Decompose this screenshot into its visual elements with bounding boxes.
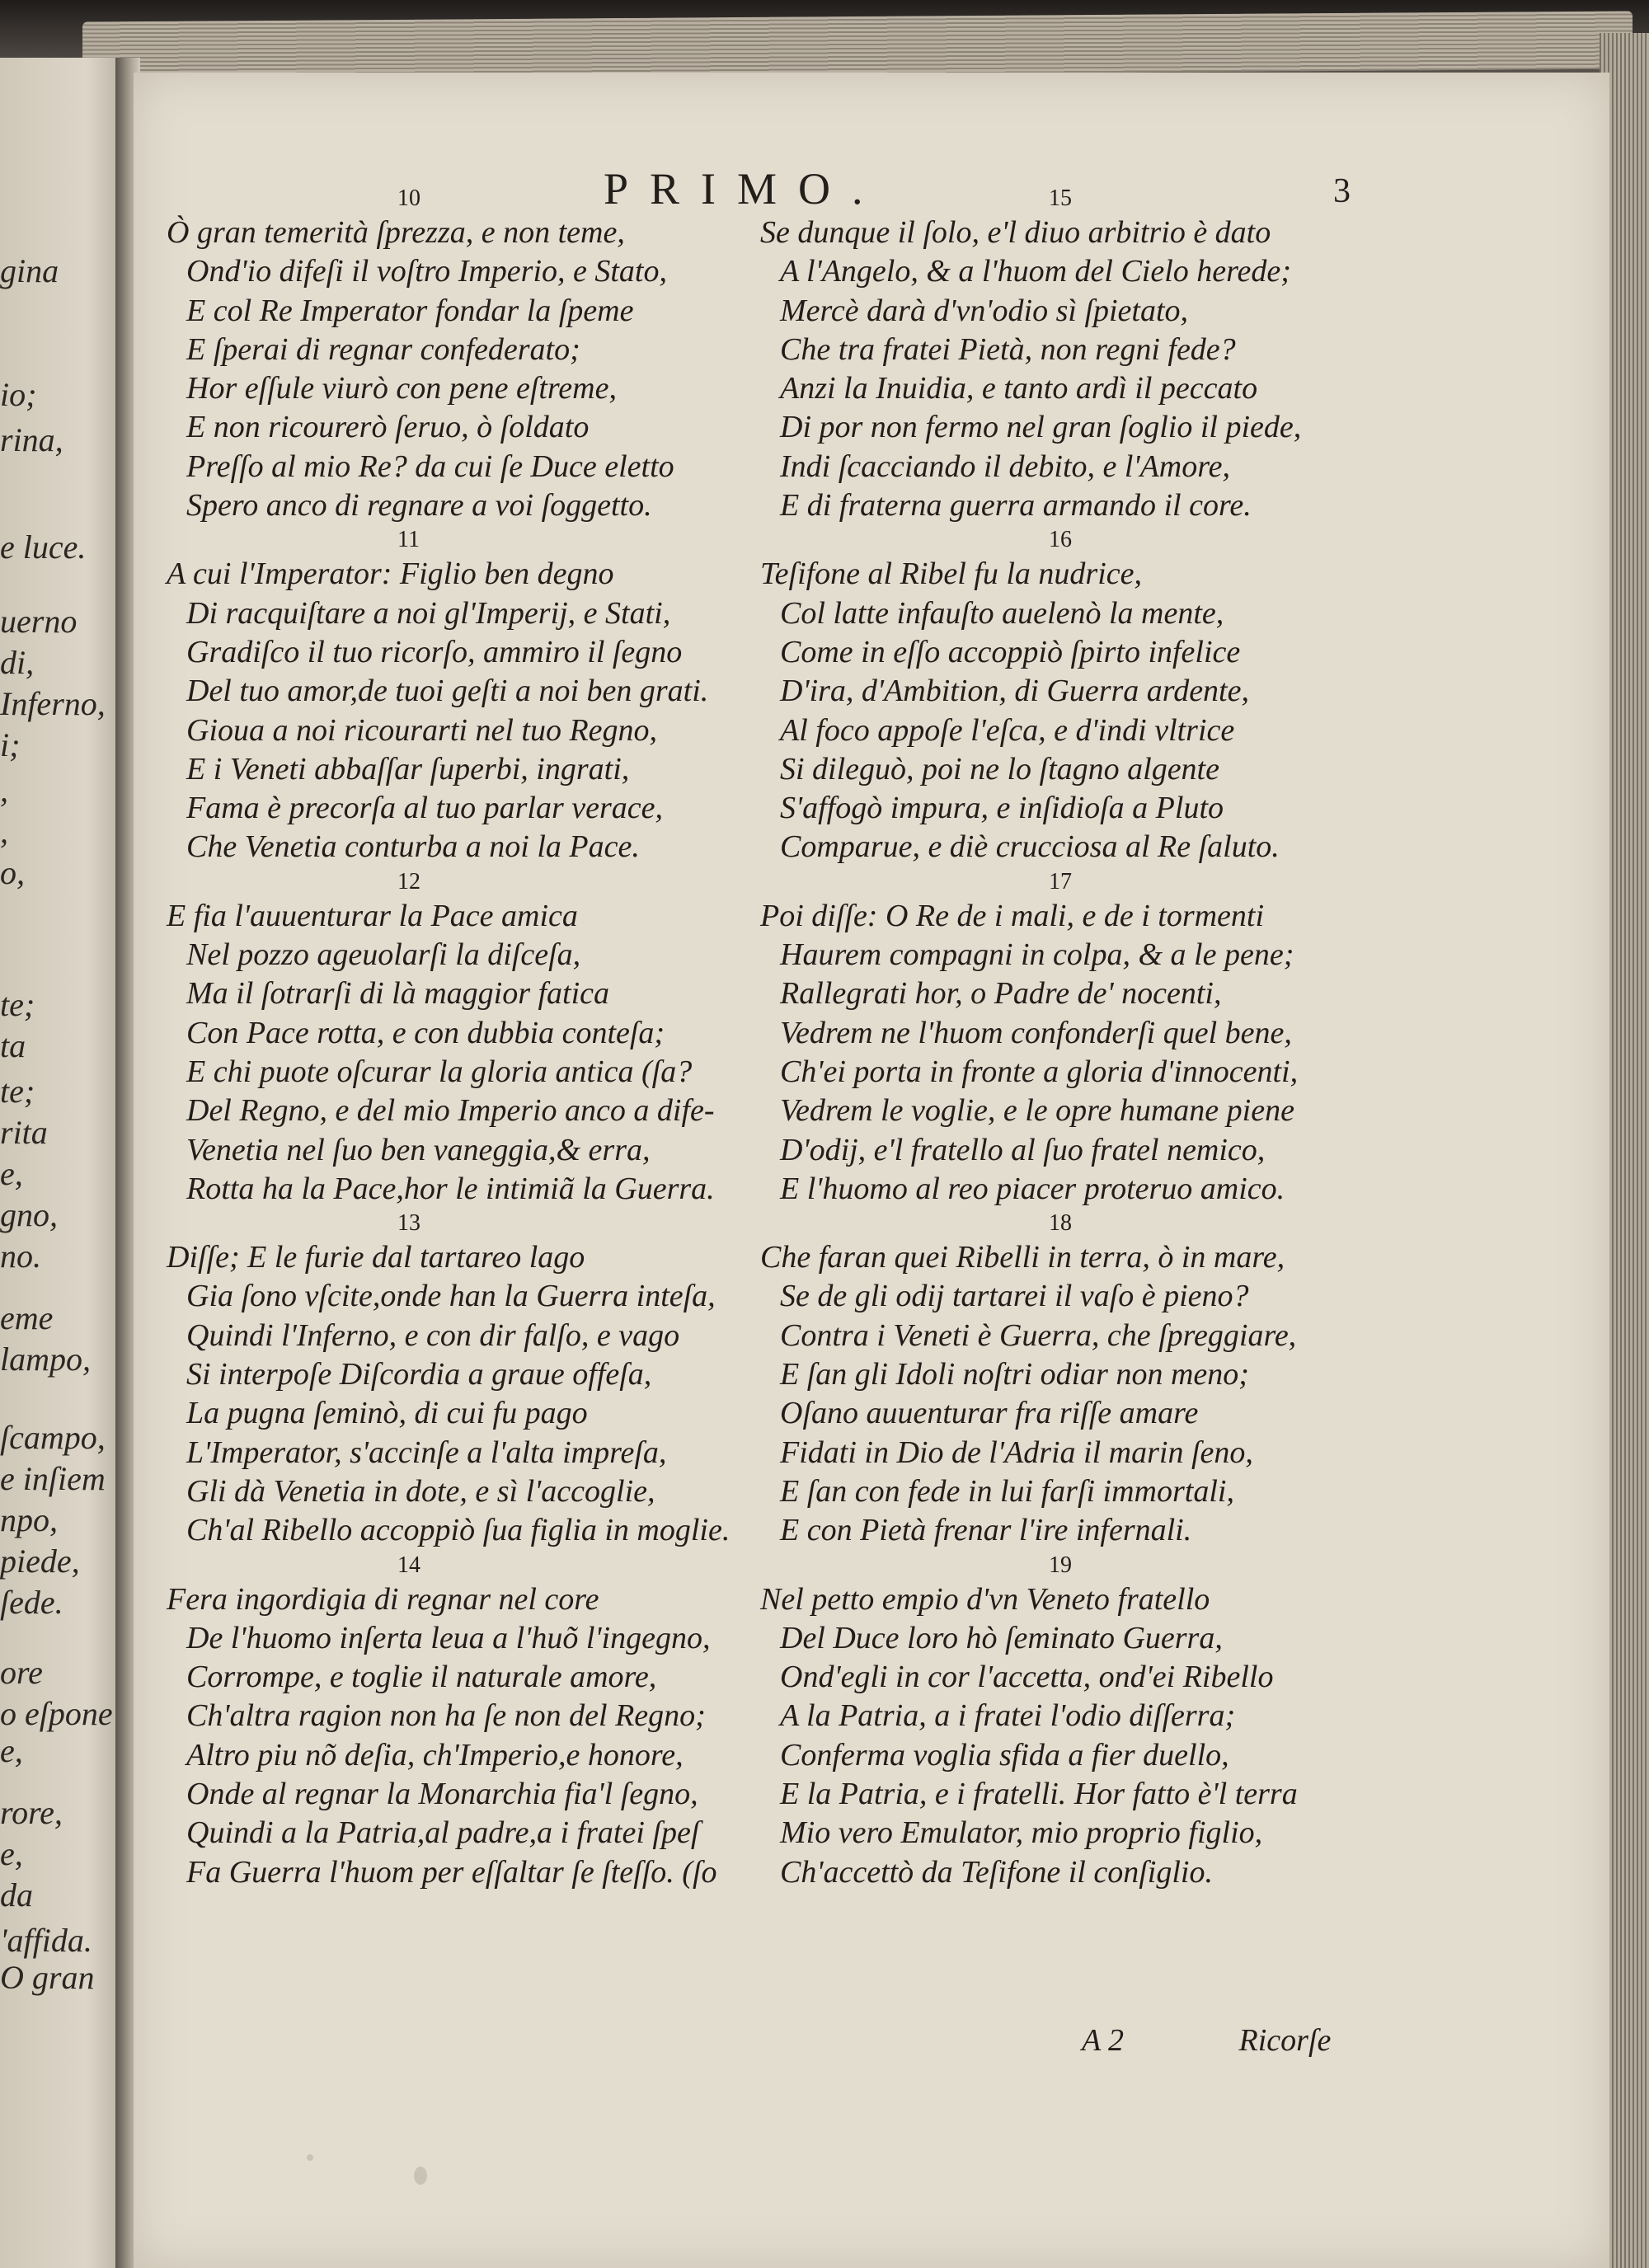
verse-line: Rallegrati hor, o Padre de' nocenti, — [780, 976, 1222, 1012]
verse-line: Che faran quei Ribelli in terra, ò in mare, — [760, 1240, 1285, 1275]
page-number: 3 — [1333, 172, 1351, 210]
facing-page-fragment: 'affida. — [0, 1922, 92, 1959]
verse-line: Gli dà Venetia in dote, e sì l'accoglie, — [186, 1473, 655, 1509]
facing-page-fragment: o eſpone — [0, 1695, 113, 1732]
verse-line: Con Pace rotta, e con dubbia conteſa; — [186, 1015, 665, 1050]
verse-line: E ſan con fede in lui farſi immortali, — [780, 1473, 1234, 1509]
stanza-number: 17 — [1049, 868, 1072, 895]
facing-page-fragment: e, — [0, 1835, 23, 1872]
verse-line: E chi puote oſcurar la gloria antica (ſa? — [186, 1054, 693, 1089]
verse-line: Si interpoſe Diſcordia a graue offeſa, — [186, 1357, 652, 1392]
stanza-number: 10 — [397, 185, 420, 211]
verse-line: L'Imperator, s'accinſe a l'alta impreſa, — [186, 1435, 667, 1470]
verse-line: Se dunque il ſolo, e'l diuo arbitrio è dato — [760, 215, 1271, 250]
verse-line: Preſſo al mio Re? da cui ſe Duce eletto — [186, 448, 674, 484]
verse-line: Fama è precorſa al tuo parlar verace, — [186, 791, 663, 826]
facing-page-fragment: Inferno, — [0, 685, 106, 722]
verse-line: E i Veneti abbaſſar ſuperbi, ingrati, — [186, 751, 630, 787]
verse-line: Anzi la Inuidia, e tanto ardì il peccato — [780, 371, 1258, 406]
verse-line: Del tuo amor,de tuoi geſti a noi ben grati. — [186, 674, 709, 709]
verse-line: D'ira, d'Ambition, di Guerra ardente, — [780, 674, 1249, 709]
verse-line: Fidati in Dio de l'Adria il marin ſeno, — [780, 1435, 1253, 1470]
facing-page-fragment: ſcampo, — [0, 1419, 106, 1456]
facing-page-fragment: io; — [0, 376, 37, 413]
stanza-number: 12 — [397, 868, 420, 895]
verse-line: Vedrem le voglie, e le opre humane piene — [780, 1093, 1294, 1129]
facing-page-fragment: i; — [0, 726, 21, 763]
verse-line: E l'huomo al reo piacer proteruo amico. — [780, 1171, 1285, 1206]
verse-line: Comparue, e diè crucciosa al Re ſaluto. — [780, 829, 1280, 865]
verse-line: Ond'egli in cor l'accetta, ond'ei Ribello — [780, 1660, 1274, 1695]
right-column — [760, 184, 1387, 1892]
facing-page-fragment: , — [0, 772, 8, 809]
facing-page-fragment: rore, — [0, 1794, 63, 1831]
facing-page-fragment: rita — [0, 1114, 48, 1151]
facing-page-fragment: gno, — [0, 1196, 58, 1233]
facing-page-fragment: npo, — [0, 1501, 58, 1538]
facing-page-fragment: e inſiem — [0, 1460, 106, 1497]
facing-page-fragment: da — [0, 1876, 33, 1913]
facing-page-fragment: uerno — [0, 603, 78, 640]
verse-line: Mio vero Emulator, mio proprio figlio, — [780, 1815, 1263, 1851]
verse-line: Gia ſono vſcite,onde han la Guerra inteſa, — [186, 1279, 716, 1314]
verse-line: E con Pietà frenar l'ire infernali. — [780, 1513, 1192, 1548]
verse-line: Diſſe; E le furie dal tartareo lago — [167, 1240, 585, 1275]
stanza-number: 16 — [1049, 527, 1072, 553]
verse-line: Ch'accettò da Teſifone il conſiglio. — [780, 1854, 1213, 1890]
verse-line: Mercè darà d'vn'odio sì ſpietato, — [780, 293, 1189, 328]
stanza-number: 13 — [397, 1210, 420, 1237]
verse-line: Ò gran temerità ſprezza, e non teme, — [167, 215, 625, 250]
facing-page-fragment: piede, — [0, 1543, 80, 1580]
verse-line: A la Patria, a i fratei l'odio diſſerra; — [780, 1698, 1236, 1734]
verse-line: Conferma voglia sfida a fier duello, — [780, 1737, 1229, 1773]
verse-line: Rotta ha la Pace,hor le intimiã la Guerra. — [186, 1171, 715, 1206]
facing-page-fragment: ſede. — [0, 1584, 63, 1621]
verse-line: D'odij, e'l fratello al ſuo fratel nemico, — [780, 1132, 1266, 1167]
verse-line: Se de gli odij tartarei il vaſo è pieno? — [780, 1279, 1249, 1314]
verse-line: Ch'al Ribello accoppiò ſua figlia in moglie. — [186, 1513, 731, 1548]
ink-spot — [307, 2154, 313, 2161]
facing-page-fragment: o, — [0, 854, 25, 891]
verse-line: Corrompe, e toglie il naturale amore, — [186, 1660, 657, 1695]
page-edges — [82, 11, 1633, 79]
facing-page — [0, 58, 124, 2268]
stanza-number: 15 — [1049, 185, 1072, 211]
verse-line: Gradiſco il tuo ricorſo, ammiro il ſegno — [186, 634, 683, 669]
signature-mark: A 2 — [1082, 2023, 1125, 2058]
facing-page-fragment: gina — [0, 252, 59, 289]
verse-line: E ſperai di regnar confederato; — [186, 331, 580, 367]
verse-line: S'affogò impura, e inſidioſa a Pluto — [780, 791, 1224, 826]
verse-line: Che tra fratei Pietà, non regni fede? — [780, 331, 1236, 367]
verse-line: Col latte infauſto auelenò la mente, — [780, 595, 1224, 631]
verse-line: A cui l'Imperator: Figlio ben degno — [167, 556, 614, 592]
facing-page-fragment: di, — [0, 644, 35, 681]
facing-page-fragment: ore — [0, 1654, 43, 1691]
verse-line: Nel petto empio d'vn Veneto fratello — [760, 1581, 1210, 1617]
verse-line: La pugna ſeminò, di cui fu pago — [186, 1396, 588, 1431]
stanza-number: 11 — [397, 527, 420, 553]
verse-line: Del Duce loro hò ſeminato Guerra, — [780, 1620, 1223, 1655]
verse-line: Indi ſcacciando il debito, e l'Amore, — [780, 448, 1230, 484]
verse-line: Poi diſſe: O Re de i mali, e de i tormenti — [760, 898, 1265, 933]
facing-page-fragment: e luce. — [0, 528, 87, 566]
stanza-number: 18 — [1049, 1210, 1072, 1237]
verse-line: E ſan gli Idoli noſtri odiar non meno; — [780, 1357, 1249, 1392]
verse-line: Altro piu nõ deſia, ch'Imperio,e honore, — [186, 1737, 684, 1773]
verse-line: Spero anco di regnare a voi ſoggetto. — [186, 488, 652, 524]
verse-line: Fera ingordigia di regnar nel core — [167, 1581, 599, 1617]
facing-page-fragment: no. — [0, 1237, 41, 1275]
verse-line: E la Patria, e i fratelli. Hor fatto è'l terra — [780, 1776, 1298, 1811]
verse-line: Di por non fermo nel gran ſoglio il piede, — [780, 410, 1302, 445]
verse-line: Hor eſſule viurò con pene eſtreme, — [186, 371, 617, 406]
verse-line: E non ricourerò ſeruo, ò ſoldato — [186, 410, 590, 445]
page-footer — [991, 2022, 1331, 2059]
book-page — [134, 73, 1609, 2268]
catchword: Ricorſe — [1238, 2023, 1332, 2058]
facing-page-fragment: rina, — [0, 421, 63, 458]
verse-line: Di racquiſtare a noi gl'Imperij, e Stati, — [186, 595, 671, 631]
verse-line: Quindi l'Inferno, e con dir falſo, e vago — [186, 1317, 680, 1353]
verse-line: Fa Guerra l'huom per eſſaltar ſe ſteſſo. (ſo — [186, 1854, 717, 1890]
facing-page-fragment: lampo, — [0, 1341, 91, 1378]
verse-line: Che Venetia conturba a noi la Pace. — [186, 829, 640, 865]
verse-line: Quindi a la Patria,al padre,a i fratei ſpeſ — [186, 1815, 700, 1851]
facing-page-fragment: e, — [0, 1155, 23, 1192]
verse-line: E col Re Imperator fondar la ſpeme — [186, 293, 634, 328]
verse-line: Contra i Veneti è Guerra, che ſpreggiare, — [780, 1317, 1297, 1353]
left-column — [167, 184, 793, 1892]
verse-line: Nel pozzo ageuolarſi la diſceſa, — [186, 937, 581, 973]
facing-page-fragment: ta — [0, 1027, 26, 1064]
verse-line: Si dileguò, poi ne lo ſtagno algente — [780, 751, 1219, 787]
facing-page-fragment: , — [0, 813, 8, 850]
facing-page-fragment: te; — [0, 986, 35, 1023]
verse-line: Come in eſſo accoppiò ſpirto infelice — [780, 634, 1241, 669]
verse-line: E di fraterna guerra armando il core. — [780, 488, 1252, 524]
verse-line: E fia l'auuenturar la Pace amica — [167, 898, 578, 933]
verse-line: Onde al regnar la Monarchia fia'l ſegno, — [186, 1776, 698, 1811]
verse-line: Teſifone al Ribel fu la nudrice, — [760, 556, 1142, 592]
verse-line: Ch'altra ragion non ha ſe non del Regno; — [186, 1698, 706, 1734]
verse-line: Ch'ei porta in fronte a gloria d'innocenti, — [780, 1054, 1299, 1089]
verse-line: Del Regno, e del mio Imperio anco a dife- — [186, 1093, 715, 1129]
verse-line: De l'huomo inſerta leua a l'huõ l'ingegno, — [186, 1620, 711, 1655]
facing-page-fragment: e, — [0, 1732, 23, 1769]
facing-page-fragment: te; — [0, 1073, 35, 1110]
stanza-number: 19 — [1049, 1552, 1072, 1578]
ink-spot — [414, 2167, 427, 2185]
verse-line: Haurem compagni in colpa, & a le pene; — [780, 937, 1294, 973]
verse-line: Ma il ſotrarſi di là maggior fatica — [186, 976, 610, 1012]
verse-line: Ond'io difeſi il voſtro Imperio, e Stato, — [186, 254, 667, 289]
verse-line: Gioua a noi ricourarti nel tuo Regno, — [186, 712, 658, 748]
verse-line: Venetia nel ſuo ben vaneggia,& erra, — [186, 1132, 651, 1167]
verse-line: Al foco appoſe l'eſca, e d'indi vltrice — [780, 712, 1235, 748]
running-title: PRIMO. — [604, 164, 885, 214]
verse-line: A l'Angelo, & a l'huom del Cielo herede; — [780, 254, 1291, 289]
facing-page-fragment: eme — [0, 1299, 54, 1336]
facing-page-fragment: O gran — [0, 1959, 95, 1996]
stanza-number: 14 — [397, 1552, 420, 1578]
verse-line: Oſano auuenturar fra riſſe amare — [780, 1396, 1199, 1431]
verse-line: Vedrem ne l'huom confonderſi quel bene, — [780, 1015, 1292, 1050]
